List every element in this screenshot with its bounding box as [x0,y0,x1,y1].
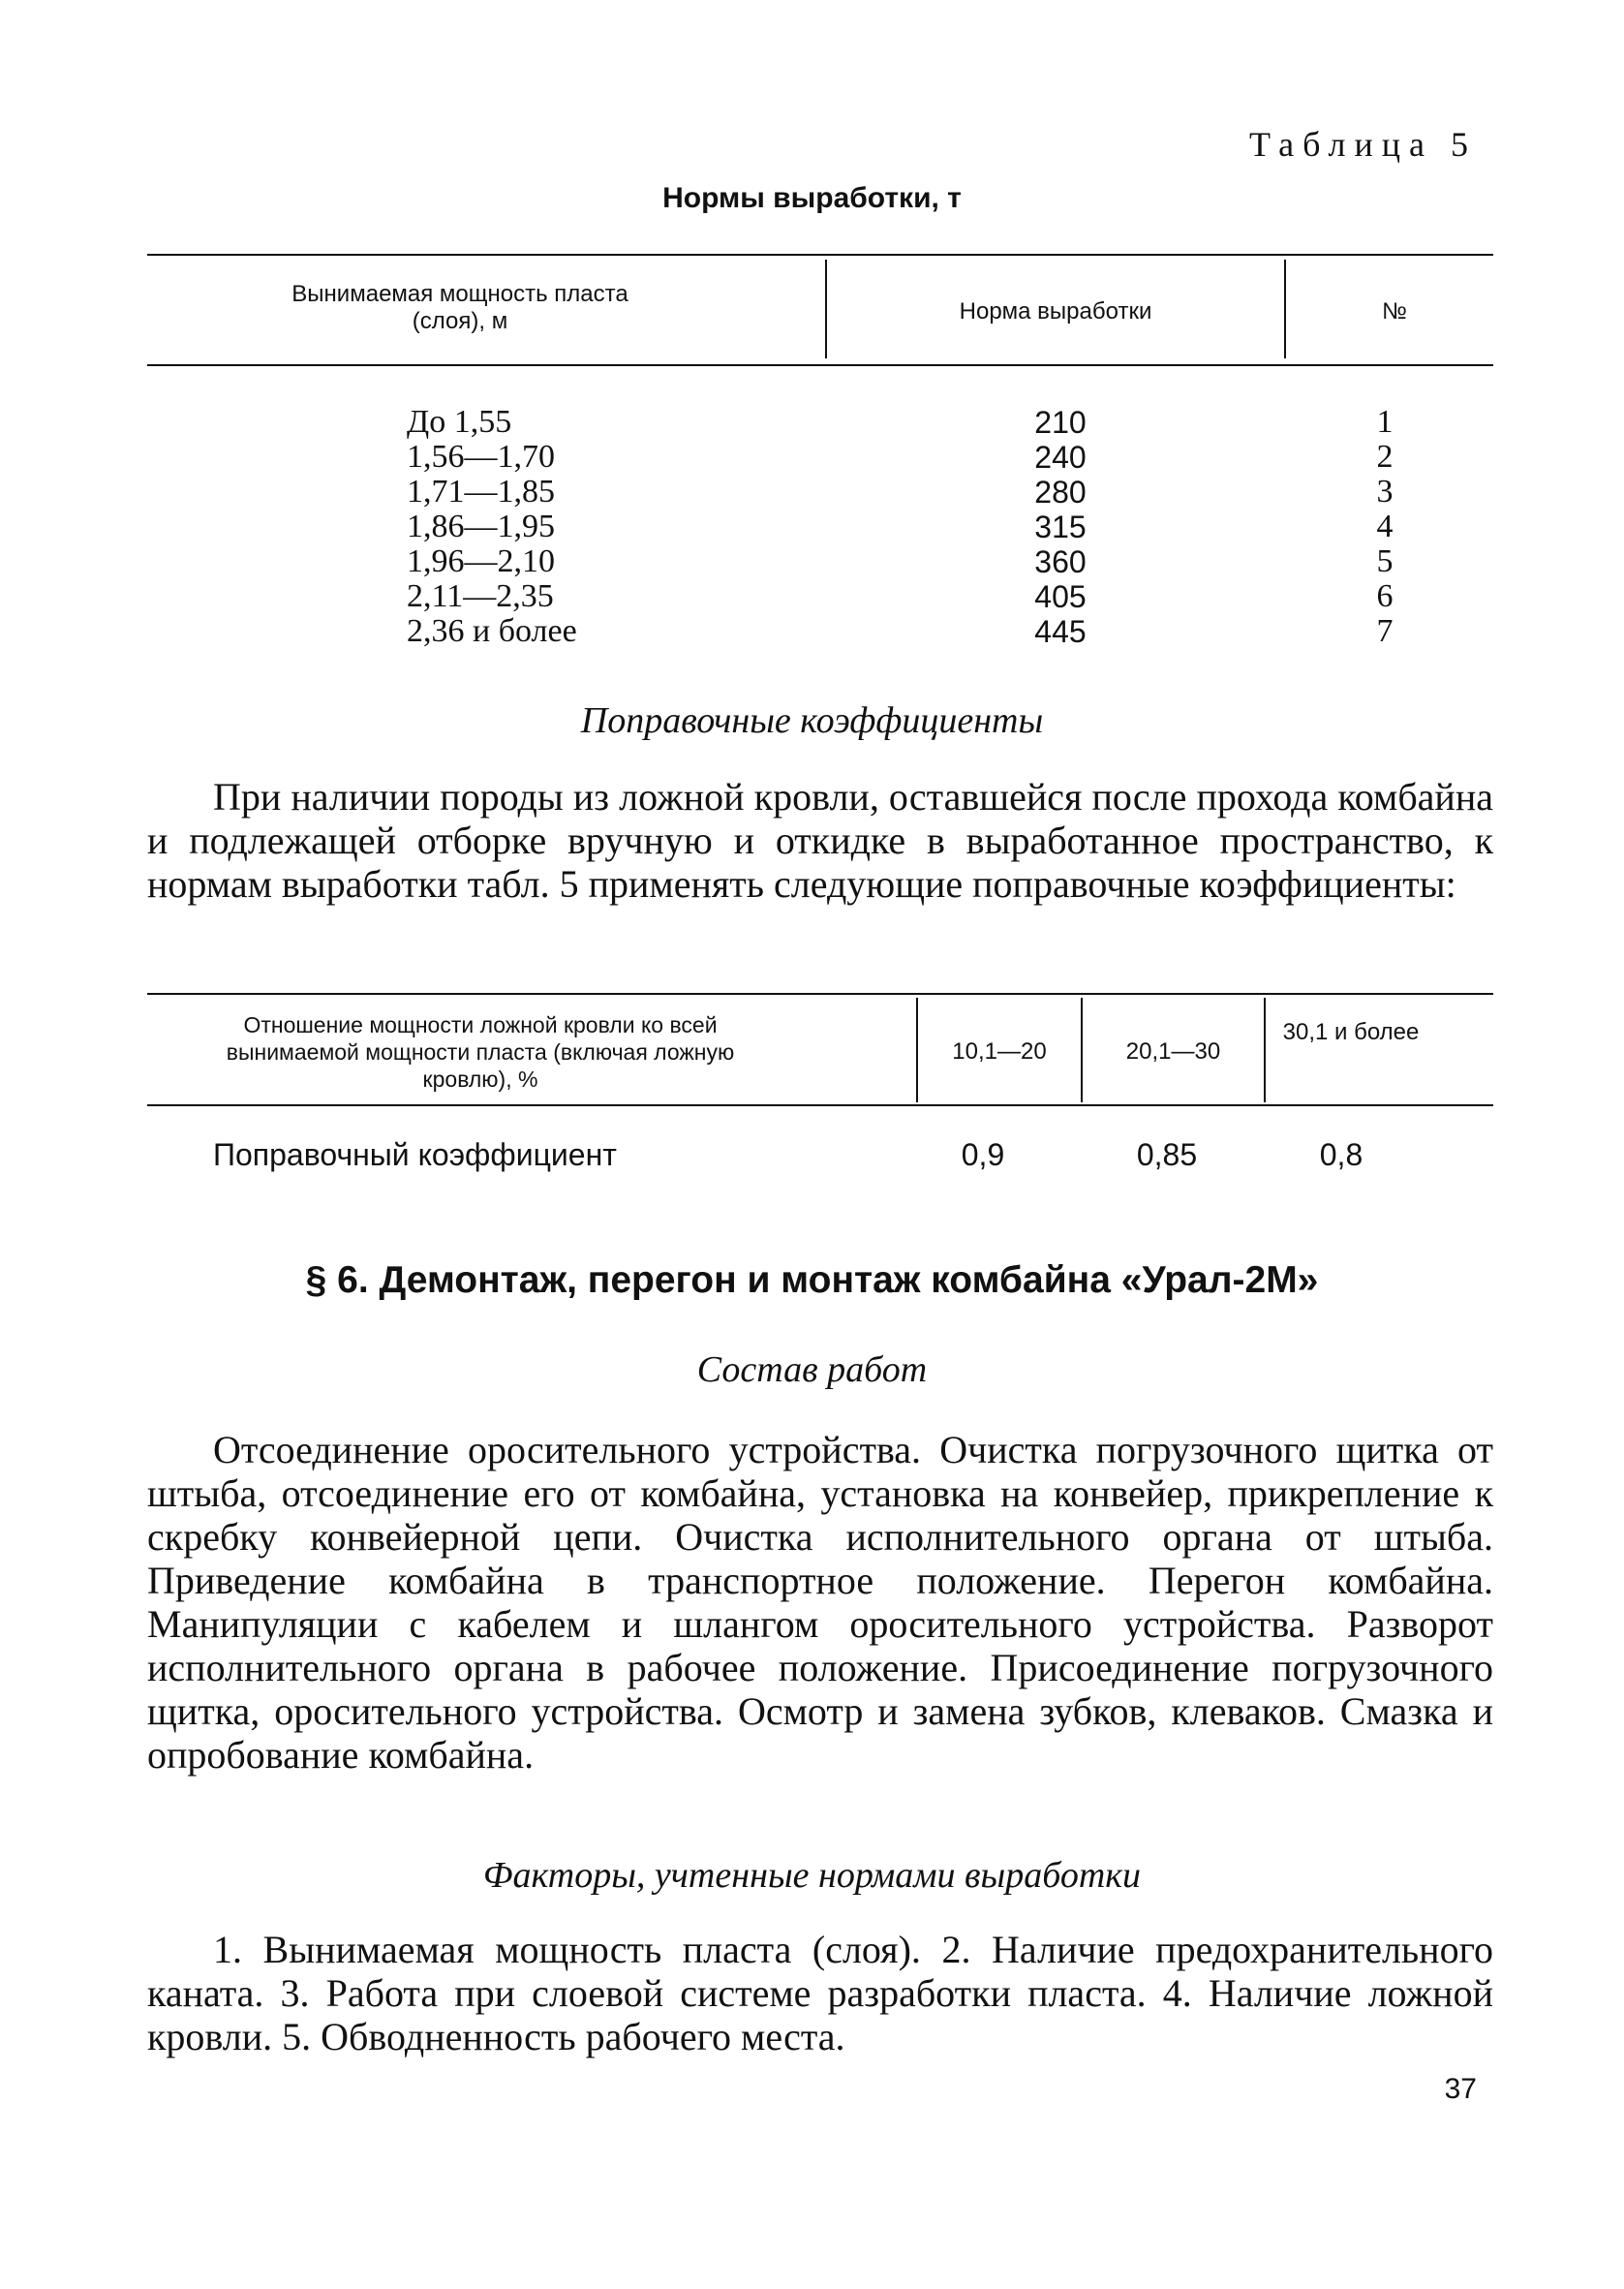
table-title: Нормы выработки, т [662,182,962,214]
row-thickness: 2,36 и более [407,613,577,649]
row-thickness: 1,71—1,85 [407,474,555,510]
factors-text: 1. Вынимаемая мощность пласта (слоя). 2. Наличие предохранительного каната. 3. Работа при слоевой системе разработки пласта. 4. Наличие ложной кровли. 5. Обводненность рабочего места. [147,1928,1493,2058]
row-number: 1 [1376,404,1394,440]
corr-col-divider-1 [916,998,918,1102]
row-number: 3 [1376,474,1394,510]
corr-header-label: Отношение мощности ложной кровли ко всей вынимаемой мощности пласта (включая ложную кровлю), % [226,1012,735,1092]
header-number: № [1382,298,1407,325]
corrections-heading: Поправочные коэффициенты [580,700,1044,741]
row-number: 7 [1376,613,1394,649]
row-norm: 360 [1034,544,1087,579]
row-number: 6 [1376,578,1394,614]
corr-value-2: 0,85 [1136,1137,1198,1172]
table-header-rule [147,364,1493,366]
header-thickness: Вынимаемая мощность пласта (слоя), м [291,281,628,334]
corr-col-divider-3 [1264,998,1266,1102]
composition-text: Отсоединение оросительного устройства. Очистка погрузочного щитка от штыба, отсоединение его от комбайна, установка на конвейер, прикрепление к скребку конвейерной цепи. Очистка исполнительного органа от штыба. Приведение комбайна в транспортное положение. Перегон комбайна. Манипуляции с кабелем и шлангом оросительного устройства. Разворот исполнительного органа в рабочее положение. Присоединение погрузочного щитка, оросительного устройства. Осмотр и замена зубков, клеваков. Смазка и опробование комбайна. [147,1428,1493,1777]
row-norm: 280 [1034,475,1087,510]
row-thickness: 1,56—1,70 [407,439,555,475]
corr-col-divider-2 [1081,998,1083,1102]
row-number: 5 [1376,543,1394,579]
table-col-divider-2 [1284,260,1286,358]
header-norm: Норма выработки [959,298,1152,325]
corr-top-rule [147,993,1493,995]
corrections-paragraph: При наличии породы из ложной кровли, оставшейся после прохода комбайна и подлежащей отборке вручную и откидке в выработанное пространство, к нормам выработки табл. 5 применять следующие поправочные коэффициенты: [147,775,1493,906]
row-norm: 315 [1034,510,1087,544]
row-thickness: До 1,55 [407,404,512,440]
corr-header-rule [147,1104,1493,1106]
corr-range-1: 10,1—20 [952,1038,1047,1065]
table-top-rule [147,254,1493,256]
corr-range-2: 20,1—30 [1125,1038,1221,1065]
corr-value-3: 0,8 [1319,1137,1364,1172]
row-thickness: 2,11—2,35 [407,578,554,614]
page-number: 37 [1444,2073,1477,2105]
row-thickness: 1,96—2,10 [407,543,555,579]
table-label: Таблица 5 [1249,125,1477,164]
row-norm: 445 [1034,614,1087,649]
corr-value-1: 0,9 [961,1137,1005,1172]
table-col-divider-1 [825,260,827,358]
row-norm: 210 [1034,405,1087,440]
factors-heading: Факторы, учтенные нормами выработки [482,1855,1142,1896]
row-number: 2 [1376,439,1394,475]
section-title: § 6. Демонтаж, перегон и монтаж комбайна «Урал-2М» [305,1259,1319,1301]
corr-row-label: Поправочный коэффициент [213,1137,617,1172]
composition-heading: Состав работ [696,1349,928,1390]
row-norm: 405 [1034,579,1087,614]
row-thickness: 1,86—1,95 [407,509,555,544]
row-number: 4 [1376,509,1394,544]
row-norm: 240 [1034,440,1087,475]
corr-range-3: 30,1 и более [1282,1019,1420,1045]
